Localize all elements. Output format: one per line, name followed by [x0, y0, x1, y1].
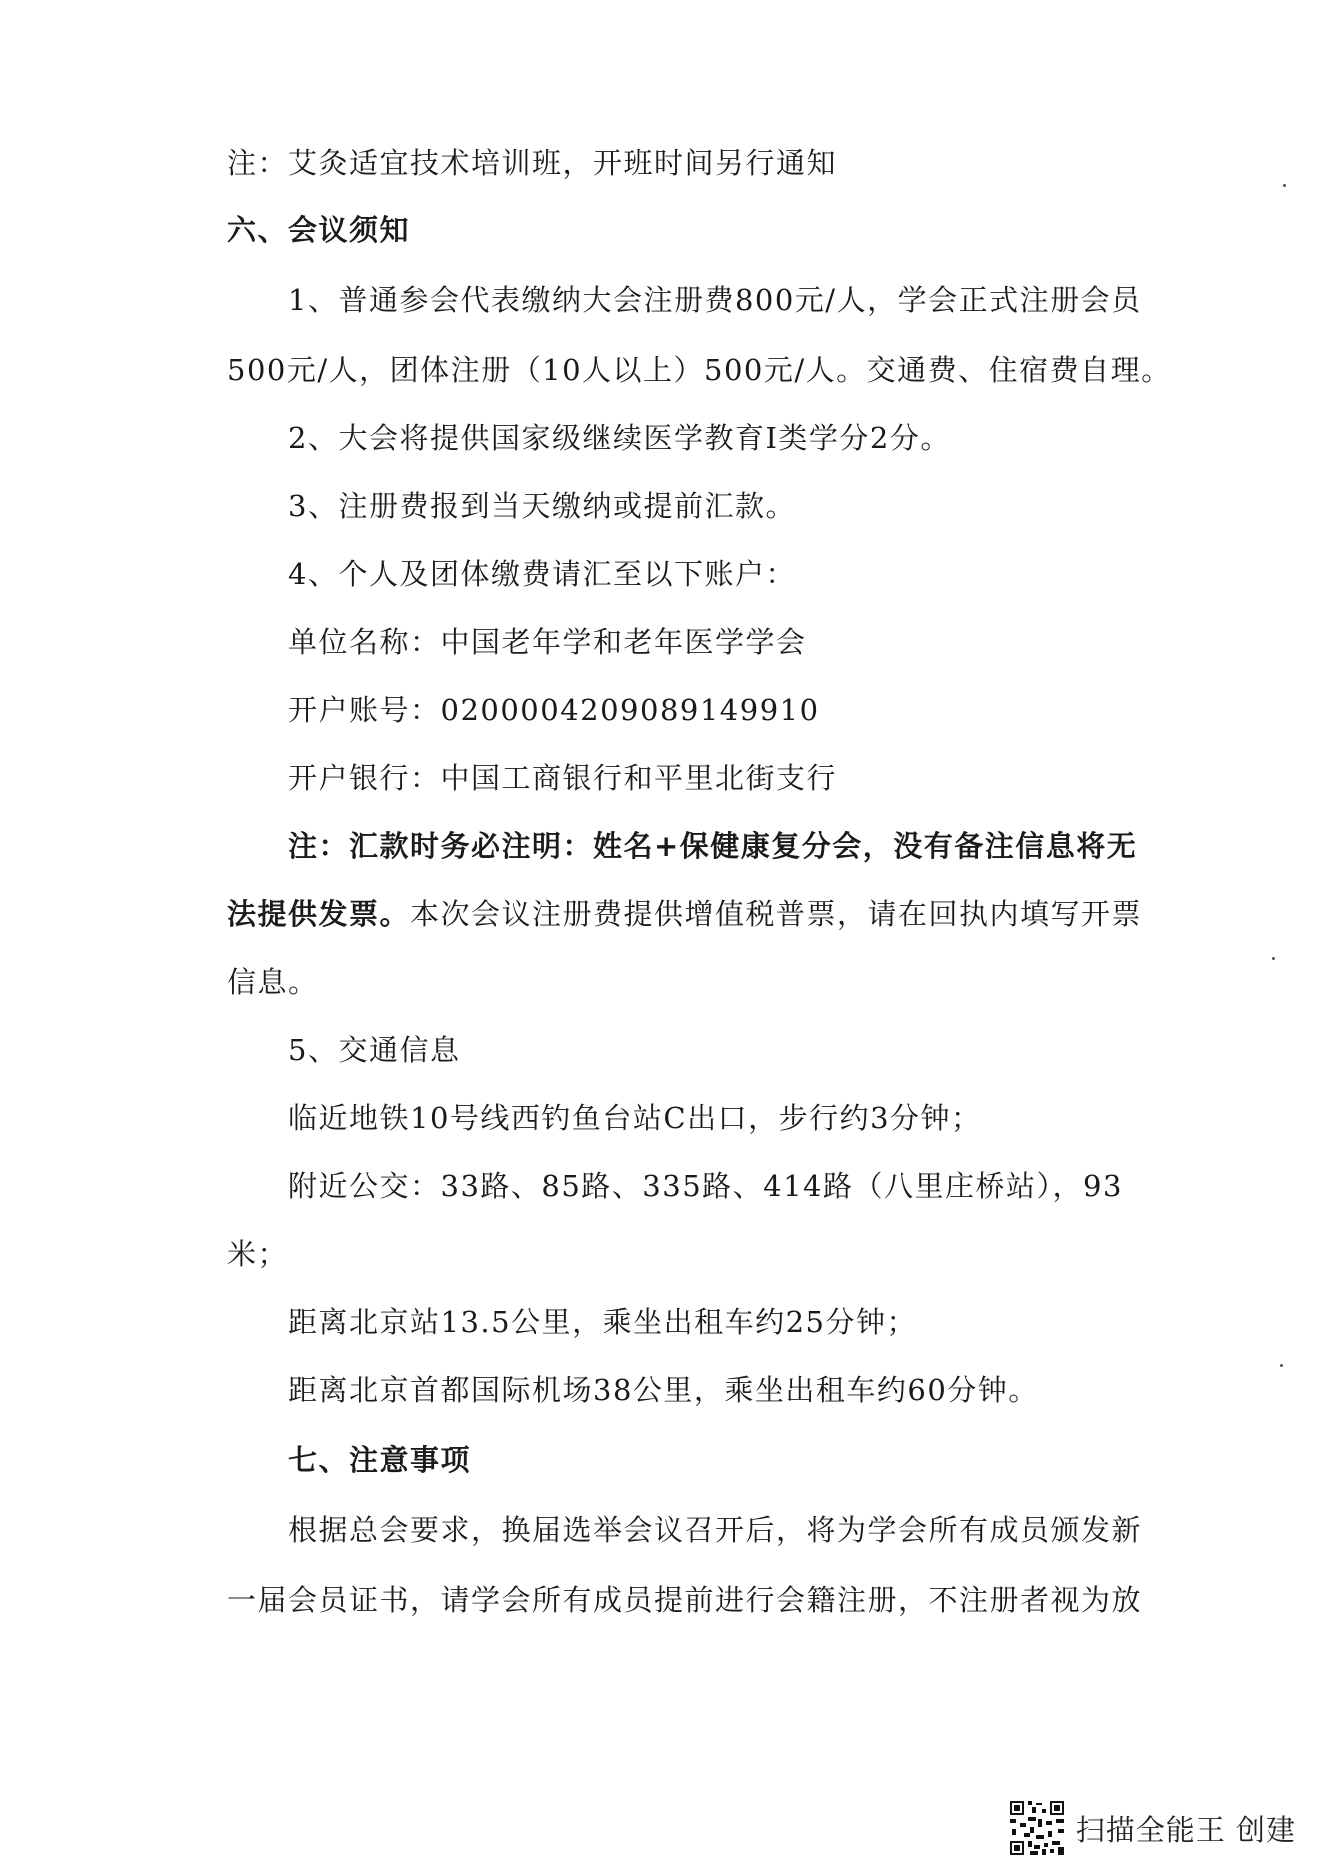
bus-line-2: 米； [227, 1237, 289, 1271]
remittance-note-line-1: 注：汇款时务必注明：姓名+保健康复分会，没有备注信息将无 [288, 829, 1138, 863]
scanner-brand-text: 扫描全能王 创建 [1075, 1812, 1296, 1847]
railway-station-line: 距离北京站13.5公里，乘坐出租车约25分钟； [288, 1305, 917, 1339]
training-note: 注：艾灸适宜技术培训班，开班时间另行通知 [227, 146, 838, 180]
notice-line-2: 一届会员证书，请学会所有成员提前进行会籍注册，不注册者视为放 [227, 1583, 1143, 1617]
remittance-note-line-3: 信息。 [227, 965, 319, 999]
notice-line-1: 根据总会要求，换届选举会议召开后，将为学会所有成员颁发新 [288, 1513, 1143, 1547]
remittance-note-line-2 [227, 896, 1142, 932]
scan-speck [1272, 957, 1275, 960]
account-number-line: 开户账号：0200004209089149910 [288, 693, 820, 727]
qr-code-icon [1008, 1799, 1066, 1857]
scan-speck [1283, 184, 1286, 187]
account-bank-line: 开户银行：中国工商银行和平里北街支行 [288, 761, 838, 795]
transport-heading: 5、交通信息 [288, 1033, 461, 1067]
scan-speck [1280, 1364, 1283, 1367]
section-seven-heading: 七、注意事项 [288, 1443, 472, 1477]
section-six-heading: 六、会议须知 [227, 213, 411, 247]
scanner-watermark [1008, 1799, 1296, 1857]
account-intro-line: 4、个人及团体缴费请汇至以下账户： [288, 557, 796, 591]
invoice-warning: 法提供发票。 [227, 897, 411, 931]
payment-line: 3、注册费报到当天缴纳或提前汇款。 [288, 489, 796, 523]
fee-line-1: 1、普通参会代表缴纳大会注册费800元/人，学会正式注册会员 [288, 283, 1142, 317]
invoice-info: 本次会议注册费提供增值税普票，请在回执内填写开票 [410, 897, 1143, 931]
account-name-line: 单位名称：中国老年学和老年医学学会 [288, 625, 807, 659]
subway-line: 临近地铁10号线西钓鱼台站C出口，步行约3分钟； [288, 1101, 982, 1135]
fee-line-2: 500元/人，团体注册（10人以上）500元/人。交通费、住宿费自理。 [227, 353, 1172, 387]
bus-line-1: 附近公交：33路、85路、335路、414路（八里庄桥站），93 [288, 1169, 1123, 1203]
airport-line: 距离北京首都国际机场38公里，乘坐出租车约60分钟。 [288, 1373, 1039, 1407]
credit-line: 2、大会将提供国家级继续医学教育I类学分2分。 [288, 421, 951, 455]
